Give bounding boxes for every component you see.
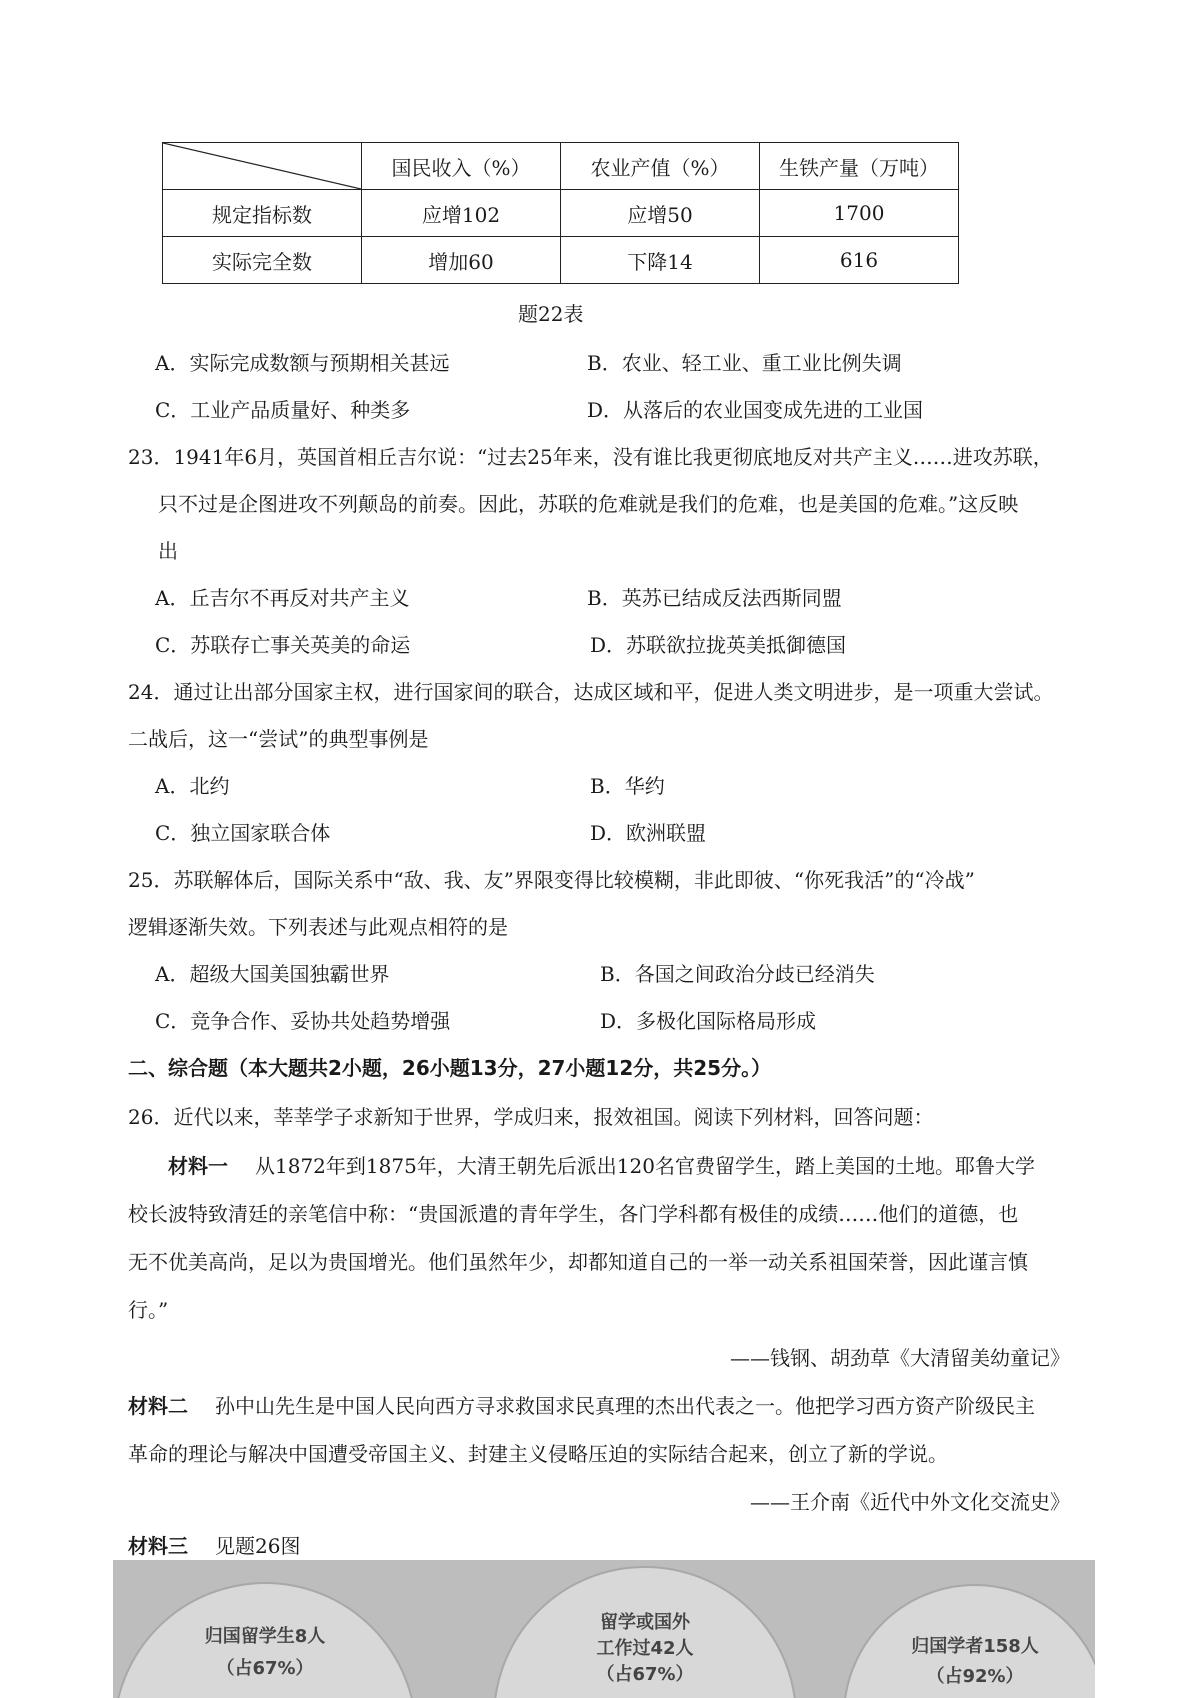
circle-3-line2: （占92%） bbox=[926, 1666, 1024, 1687]
material-3-text: 见题26图 bbox=[215, 1534, 301, 1558]
circle-1-line2: （占67%） bbox=[216, 1658, 314, 1679]
q23-stem-line2: 只不过是企图进攻不列颠岛的前奏。因此，苏联的危难就是我们的危难，也是美国的危难。”这反映 bbox=[158, 492, 1019, 516]
table-cell: 616 bbox=[760, 237, 959, 284]
figure-circle-2 bbox=[493, 1566, 797, 1698]
material-1-line: 校长波特致清廷的亲笔信中称：“贵国派遣的青年学生，各门学科都有极佳的成绩……他们的道德，也 bbox=[128, 1202, 1019, 1226]
figure-circle-3 bbox=[843, 1584, 1095, 1698]
q25-stem-line1: 25．苏联解体后，国际关系中“敌、我、友”界限变得比较模糊，非此即彼、“你死我活”的“冷战” bbox=[128, 868, 975, 892]
table-header-cell: 国民收入（%） bbox=[362, 143, 561, 190]
table-header-cell: 生铁产量（万吨） bbox=[760, 143, 959, 190]
table-row bbox=[163, 237, 959, 284]
q25-option-a: A．超级大国美国独霸世界 bbox=[155, 962, 390, 986]
q25-option-b: B．各国之间政治分歧已经消失 bbox=[600, 962, 875, 986]
q23-stem-line1: 23．1941年6月，英国首相丘吉尔说：“过去25年来，没有谁比我更彻底地反对共产主义……进攻苏联， bbox=[128, 445, 1053, 469]
q24-option-a: A．北约 bbox=[155, 774, 230, 798]
material-2-line: 革命的理论与解决中国遭受帝国主义、封建主义侵略压迫的实际结合起来，创立了新的学说。 bbox=[128, 1442, 948, 1466]
table-row-label: 实际完全数 bbox=[163, 237, 362, 284]
circle-2-line1: 留学或国外 bbox=[600, 1612, 690, 1633]
q24-stem-line1: 24．通过让出部分国家主权，进行国家间的联合，达成区域和平，促进人类文明进步，是一项重大尝试。 bbox=[128, 680, 1054, 704]
material-2-source: ——王介南《近代中外文化交流史》 bbox=[750, 1490, 1070, 1514]
question-22-table bbox=[162, 142, 959, 284]
material-1-source: ——钱钢、胡劲草《大清留美幼童记》 bbox=[730, 1346, 1070, 1370]
q22-option-d: D．从落后的农业国变成先进的工业国 bbox=[587, 398, 924, 422]
q25-option-d: D．多极化国际格局形成 bbox=[600, 1009, 817, 1033]
q22-option-b: B．农业、轻工业、重工业比例失调 bbox=[587, 351, 902, 375]
table-cell: 应增50 bbox=[561, 190, 760, 237]
material-2-line: 孙中山先生是中国人民向西方寻求救国求民真理的杰出代表之一。他把学习西方资产阶级民主 bbox=[215, 1394, 1035, 1418]
q25-option-c: C．竞争合作、妥协共处趋势增强 bbox=[155, 1009, 451, 1033]
diagonal-line bbox=[163, 143, 361, 189]
material-1-line: 无不优美高尚，足以为贵国增光。他们虽然年少，却都知道自己的一举一动关系祖国荣誉，因此谨言慎 bbox=[128, 1250, 1028, 1274]
table-cell: 增加60 bbox=[362, 237, 561, 284]
circle-3-line1: 归国学者158人 bbox=[911, 1636, 1039, 1657]
table-cell: 下降14 bbox=[561, 237, 760, 284]
figure-26-photo bbox=[113, 1560, 1095, 1698]
q22-option-c: C．工业产品质量好、种类多 bbox=[155, 398, 411, 422]
q24-option-c: C．独立国家联合体 bbox=[155, 821, 331, 845]
table-corner-diagonal bbox=[163, 143, 362, 190]
q24-option-b: B．华约 bbox=[590, 774, 665, 798]
table-cell: 应增102 bbox=[362, 190, 561, 237]
material-3-label: 材料三 bbox=[128, 1534, 188, 1558]
q23-option-a: A．丘吉尔不再反对共产主义 bbox=[155, 586, 410, 610]
material-2-label: 材料二 bbox=[128, 1394, 188, 1418]
q23-option-b: B．英苏已结成反法西斯同盟 bbox=[587, 586, 842, 610]
table-row bbox=[163, 190, 959, 237]
table-caption: 题22表 bbox=[518, 302, 584, 326]
q23-option-c: C．苏联存亡事关英美的命运 bbox=[155, 633, 411, 657]
q24-option-d: D．欧洲联盟 bbox=[590, 821, 707, 845]
figure-circle-1 bbox=[113, 1582, 417, 1698]
q23-option-d: D．苏联欲拉拢英美抵御德国 bbox=[590, 633, 847, 657]
circle-2-line2: 工作过42人 bbox=[596, 1638, 694, 1659]
q26-intro: 26．近代以来，莘莘学子求新知于世界，学成归来，报效祖国。阅读下列材料，回答问题： bbox=[128, 1105, 934, 1129]
section-heading: 二、综合题（本大题共2小题，26小题13分，27小题12分，共25分。） bbox=[128, 1056, 772, 1080]
circle-1-line1: 归国留学生8人 bbox=[204, 1626, 326, 1647]
material-1-label: 材料一 bbox=[168, 1154, 228, 1178]
q25-stem-line2: 逻辑逐渐失效。下列表述与此观点相符的是 bbox=[128, 915, 508, 939]
material-1-line: 从1872年到1875年，大清王朝先后派出120名官费留学生，踏上美国的土地。耶鲁大学 bbox=[255, 1154, 1035, 1178]
table-row-label: 规定指标数 bbox=[163, 190, 362, 237]
q24-stem-line2: 二战后，这一“尝试”的典型事例是 bbox=[128, 727, 429, 751]
q22-option-a: A．实际完成数额与预期相关甚远 bbox=[155, 351, 450, 375]
table-cell: 1700 bbox=[760, 190, 959, 237]
material-1-line: 行。” bbox=[128, 1298, 169, 1322]
table-header-cell: 农业产值（%） bbox=[561, 143, 760, 190]
circle-2-line3: （占67%） bbox=[596, 1664, 694, 1685]
q23-stem-line3: 出 bbox=[158, 539, 178, 563]
